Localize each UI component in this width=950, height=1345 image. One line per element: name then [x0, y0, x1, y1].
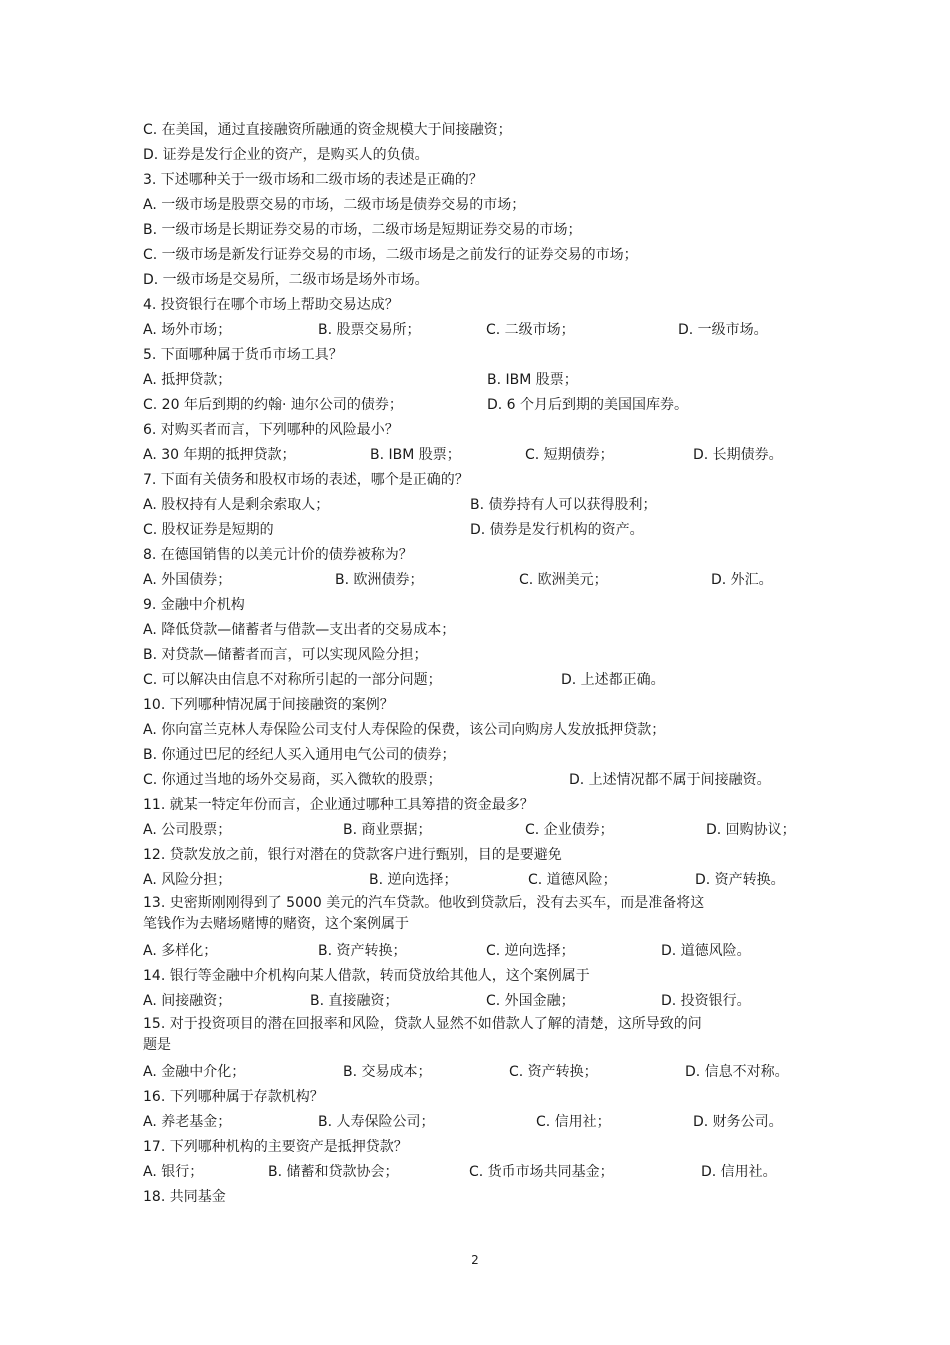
option-a: A. 抵押贷款； — [143, 372, 232, 388]
option-c: C. 外国金融； — [486, 993, 575, 1009]
option-c: C. 股权证券是短期的 — [143, 522, 274, 538]
option-c: C. 欧洲美元； — [519, 572, 608, 588]
question-17: 17. 下列哪种机构的主要资产是抵押贷款？ — [143, 1139, 408, 1155]
option-a: A. 银行； — [143, 1164, 204, 1180]
option-d: D. 回购协议； — [706, 822, 796, 838]
option-d: D. 道德风险。 — [661, 943, 751, 959]
question-4: 4. 投资银行在哪个市场上帮助交易达成？ — [143, 297, 399, 313]
option-a: A. 30 年期的抵押贷款； — [143, 447, 296, 463]
option-c: C. 二级市场； — [486, 322, 575, 338]
question-15: 15. 对于投资项目的潜在回报率和风险，贷款人显然不如借款人了解的清楚，这所导致的问 — [143, 1016, 702, 1032]
option-b: B. 欧洲债券； — [335, 572, 424, 588]
option-d: D. 上述都正确。 — [561, 672, 665, 688]
options-row — [143, 768, 823, 793]
option-a: A. 公司股票； — [143, 822, 232, 838]
question-6: 6. 对购买者而言，下列哪种的风险最小？ — [143, 422, 399, 438]
question-5: 5. 下面哪种属于货币市场工具？ — [143, 347, 343, 363]
option-b: B. IBM 股票； — [370, 447, 461, 463]
option-line: D. 一级市场是交易所，二级市场是场外市场。 — [143, 272, 429, 288]
option-b: B. 商业票据； — [343, 822, 432, 838]
option-line: B. 你通过巴尼的经纪人买入通用电气公司的债券； — [143, 747, 456, 763]
options-row — [143, 868, 823, 893]
option-c: C. 20 年后到期的约翰· 迪尔公司的债券； — [143, 397, 403, 413]
options-row — [143, 1160, 823, 1185]
option-b: B. 债券持有人可以获得股利； — [470, 497, 657, 513]
option-d: D. 财务公司。 — [693, 1114, 783, 1130]
options-row — [143, 568, 823, 593]
option-d: D. 债券是发行机构的资产。 — [470, 522, 644, 538]
option-c: C. 企业债券； — [525, 822, 614, 838]
option-d: D. 投资银行。 — [661, 993, 751, 1009]
option-c: C. 你通过当地的场外交易商，买入微软的股票； — [143, 772, 442, 788]
option-a: A. 场外市场； — [143, 322, 232, 338]
question-list — [143, 118, 823, 1210]
option-c: C. 短期债券； — [525, 447, 614, 463]
option-b: B. 股票交易所； — [318, 322, 421, 338]
question-14: 14. 银行等金融中介机构向某人借款，转而贷放给其他人，这个案例属于 — [143, 968, 590, 984]
option-c: C. 资产转换； — [509, 1064, 598, 1080]
option-d: D. 信息不对称。 — [685, 1064, 789, 1080]
options-row — [143, 393, 823, 418]
option-line: D. 证券是发行企业的资产，是购买人的负债。 — [143, 147, 429, 163]
option-b: B. 资产转换； — [318, 943, 407, 959]
option-b: B. IBM 股票； — [487, 372, 578, 388]
question-3: 3. 下述哪种关于一级市场和二级市场的表述是正确的？ — [143, 172, 483, 188]
options-row — [143, 368, 823, 393]
option-c: C. 逆向选择； — [486, 943, 575, 959]
option-b: B. 逆向选择； — [369, 872, 458, 888]
question-10: 10. 下列哪种情况属于间接融资的案例？ — [143, 697, 394, 713]
option-b: B. 储蓄和贷款协会； — [268, 1164, 399, 1180]
options-row — [143, 318, 823, 343]
option-a: A. 风险分担； — [143, 872, 232, 888]
option-b: B. 直接融资； — [310, 993, 399, 1009]
option-a: A. 多样化； — [143, 943, 218, 959]
option-a: A. 股权持有人是剩余索取人； — [143, 497, 330, 513]
option-a: A. 外国债券； — [143, 572, 232, 588]
options-row — [143, 443, 823, 468]
option-d: D. 一级市场。 — [678, 322, 768, 338]
option-d: D. 外汇。 — [711, 572, 773, 588]
options-row — [143, 818, 823, 843]
option-c: C. 道德风险； — [528, 872, 617, 888]
question-8: 8. 在德国销售的以美元计价的债券被称为？ — [143, 547, 413, 563]
option-d: D. 长期债券。 — [693, 447, 783, 463]
option-a: A. 间接融资； — [143, 993, 232, 1009]
question-13-continued: 笔钱作为去赌场赌博的赌资，这个案例属于 — [143, 916, 409, 932]
option-d: D. 6 个月后到期的美国国库券。 — [487, 397, 689, 413]
question-9: 9. 金融中介机构 — [143, 597, 245, 613]
option-line: A. 一级市场是股票交易的市场，二级市场是债券交易的市场； — [143, 197, 526, 213]
options-row — [143, 668, 823, 693]
option-b: B. 交易成本； — [343, 1064, 432, 1080]
option-line: C. 在美国，通过直接融资所融通的资金规模大于间接融资； — [143, 122, 512, 138]
option-line: C. 一级市场是新发行证券交易的市场，二级市场是之前发行的证券交易的市场； — [143, 247, 638, 263]
options-row — [143, 1060, 823, 1085]
options-row — [143, 1110, 823, 1135]
options-row — [143, 518, 823, 543]
question-18: 18. 共同基金 — [143, 1189, 226, 1205]
option-c: C. 信用社； — [536, 1114, 611, 1130]
question-13: 13. 史密斯刚刚得到了 5000 美元的汽车贷款。他收到贷款后，没有去买车，而是准备将这 — [143, 895, 705, 911]
question-7: 7. 下面有关债务和股权市场的表述，哪个是正确的？ — [143, 472, 469, 488]
option-a: A. 养老基金； — [143, 1114, 232, 1130]
option-line: A. 降低贷款—储蓄者与借款—支出者的交易成本； — [143, 622, 456, 638]
option-line: B. 一级市场是长期证券交易的市场，二级市场是短期证券交易的市场； — [143, 222, 582, 238]
option-d: D. 信用社。 — [701, 1164, 777, 1180]
page-number: 2 — [471, 1253, 479, 1267]
option-line: A. 你向富兰克林人寿保险公司支付人寿保险的保费，该公司向购房人发放抵押贷款； — [143, 722, 666, 738]
option-line: B. 对贷款—储蓄者而言，可以实现风险分担； — [143, 647, 428, 663]
options-row — [143, 939, 823, 964]
options-row — [143, 493, 823, 518]
options-row — [143, 989, 823, 1014]
question-11: 11. 就某一特定年份而言，企业通过哪种工具筹措的资金最多？ — [143, 797, 534, 813]
option-d: D. 上述情况都不属于间接融资。 — [569, 772, 771, 788]
option-d: D. 资产转换。 — [695, 872, 785, 888]
question-12: 12. 贷款发放之前，银行对潜在的贷款客户进行甄别，目的是要避免 — [143, 847, 562, 863]
option-c: C. 可以解决由信息不对称所引起的一部分问题； — [143, 672, 442, 688]
option-b: B. 人寿保险公司； — [318, 1114, 435, 1130]
question-16: 16. 下列哪种属于存款机构？ — [143, 1089, 324, 1105]
option-c: C. 货币市场共同基金； — [469, 1164, 614, 1180]
option-a: A. 金融中介化； — [143, 1064, 246, 1080]
question-15-continued: 题是 — [143, 1037, 171, 1053]
